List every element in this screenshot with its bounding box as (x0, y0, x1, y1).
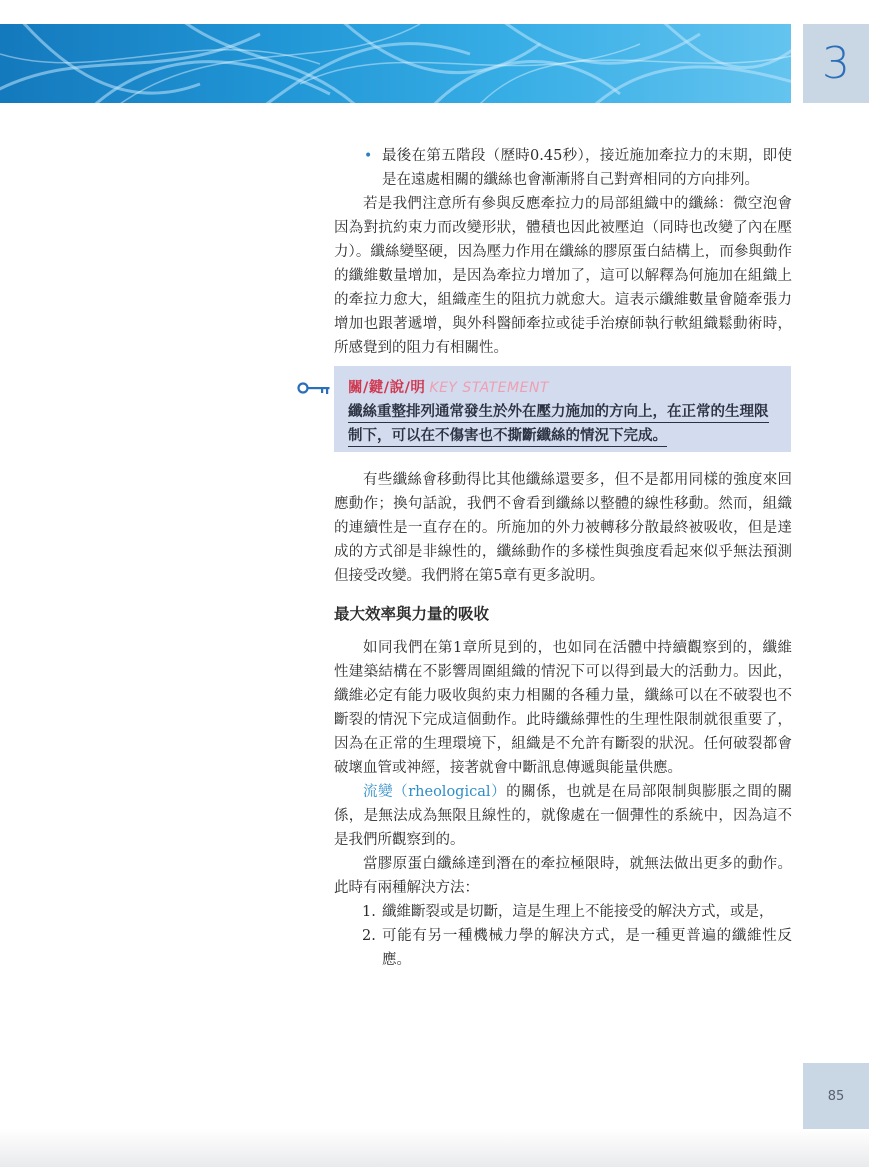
intro-section (334, 144, 792, 360)
bullet-dot-icon: • (364, 148, 373, 164)
key-icon (297, 381, 331, 395)
chapter-tab (803, 24, 869, 103)
section-title: 最大效率與力量的吸收 (334, 605, 490, 623)
body-paragraph-3 (334, 780, 792, 852)
main-body (334, 468, 792, 972)
intro-paragraph: 若是我們注意所有參與反應牽拉力的局部組織中的纖絲：微空泡會因為對抗約束力而改變形狀，體積也因此被壓迫（同時也改變了內在壓力）。纖絲變堅硬，因為壓力作用在纖絲的膠原蛋白結構上，而參與動作的纖維數量增加，是因為牽拉力增加了，這可以解釋為何施加在組織上的牽拉力愈大，組織產生的阻抗力就愈大。這表示纖維數量會隨牽張力增加也跟著遞增，與外科醫師牽拉或徒手治療師執行軟組織鬆動術時，所感覺到的阻力有相關性。 (334, 196, 792, 356)
body-paragraph-2: 如同我們在第1章所見到的，也如同在活體中持續觀察到的，纖維性建築結構在不影響周圍組織的情況下可以得到最大的活動力。因此，纖維必定有能力吸收與約束力相關的各種力量，纖絲可以在不破裂也不斷裂的情況下完成這個動作。此時纖絲彈性的生理性限制就很重要了，因為在正常的生理環境下，組織是不允許有斷裂的狀況。任何破裂都會破壞血管或神經，接著就會中斷訊息傳遞與能量供應。 (334, 640, 792, 776)
term-rheological: 流變（rheological） (363, 784, 507, 800)
page-number: 85 (827, 1088, 845, 1104)
page-number-tab (803, 1063, 869, 1129)
key-statement-line-1: 纖絲重整排列通常發生於外在壓力施加的方向上，在正常的生理限 (348, 404, 769, 423)
list-number: 1. (362, 904, 376, 920)
bullet-text: 最後在第五階段（歷時0.45秒），接近施加牽拉力的末期，即使是在遠處相關的纖絲也會漸漸將自己對齊相同的方向排列。 (382, 148, 792, 188)
key-statement-body (348, 400, 780, 448)
solution-list (334, 900, 792, 972)
key-statement-heading (348, 376, 549, 397)
page-bottom-shadow (0, 1129, 869, 1167)
body-paragraph-1: 有些纖絲會移動得比其他纖絲還要多，但不是都用同樣的強度來回應動作；換句話說，我們不會看到纖絲以整體的線性移動。然而，組織的連續性是一直存在的。所施加的外力被轉移分散最終被吸收，但是達成的方式卻是非線性的，纖絲動作的多樣性與強度看起來似乎無法預測但接受改變。我們將在第5章有更多說明。 (334, 472, 792, 584)
body-paragraph-3-text: 的關係，也就是在局部限制與膨脹之間的關係，是無法成為無限且線性的，就像處在一個彈性的系統中，因為這不是我們所觀察到的。 (334, 784, 792, 848)
chapter-banner (0, 24, 791, 103)
key-heading-zh: 關/鍵/說/明 (348, 380, 426, 396)
fascia-fibers-illustration (0, 24, 791, 103)
body-paragraph-4: 當膠原蛋白纖絲達到潛在的牽拉極限時，就無法做出更多的動作。此時有兩種解決方法： (334, 856, 792, 896)
chapter-number: 3 (822, 38, 850, 89)
list-text: 可能有另一種機械力學的解決方式，是一種更普遍的纖維性反應。 (382, 928, 792, 968)
key-statement-line-2: 制下，可以在不傷害也不撕斷纖絲的情況下完成。 (348, 428, 667, 447)
list-item (334, 900, 792, 924)
list-text: 纖維斷裂或是切斷，這是生理上不能接受的解決方式，或是， (382, 904, 774, 920)
key-heading-en: KEY STATEMENT (429, 380, 549, 396)
list-number: 2. (362, 928, 376, 944)
bullet-item (334, 144, 792, 192)
list-item (334, 924, 792, 972)
